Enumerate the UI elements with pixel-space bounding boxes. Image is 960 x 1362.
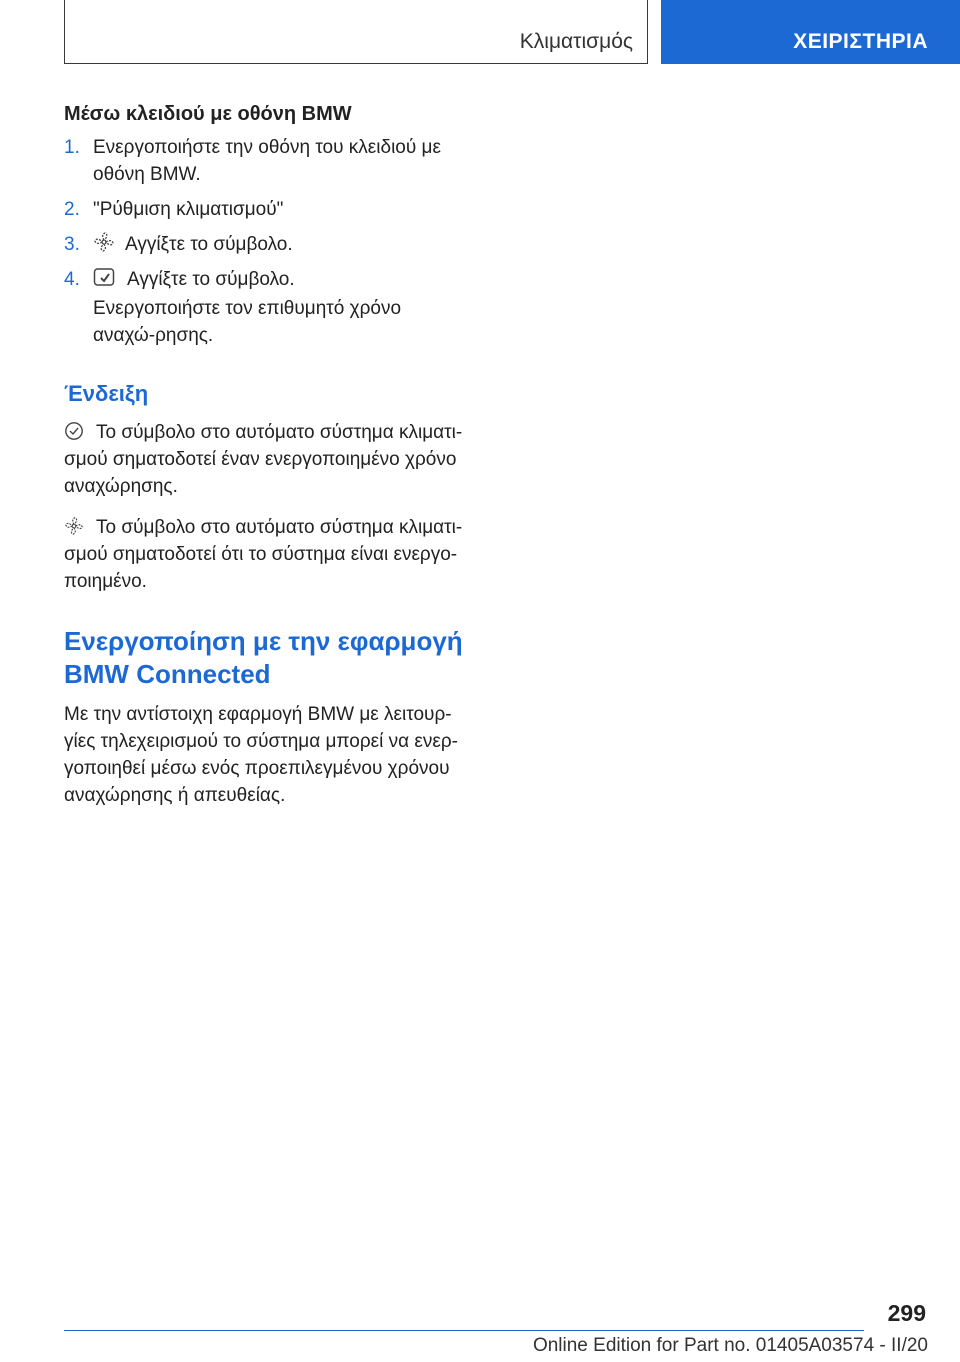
instructions-subheading: Μέσω κλειδιού με οθόνη BMW — [64, 103, 352, 125]
step-number: 2. — [64, 199, 80, 220]
note-text: Το σύμβολο στο αυτόματο σύστημα κλιματι-σμού σηματοδοτεί έναν ενεργοποιημένο χρόνο αναχώρησης. — [64, 422, 463, 497]
step-text: Αγγίξτε το σύμβολο. — [125, 234, 293, 255]
step-text: Ενεργοποιήστε την οθόνη του κλειδιού με οθόνη BMW. — [93, 137, 441, 185]
step-item — [64, 231, 468, 258]
step-number: 3. — [64, 234, 80, 255]
step-item — [64, 134, 468, 188]
fan-icon — [64, 516, 84, 536]
content-column — [64, 100, 468, 809]
step-extra-text: Ενεργοποιήστε τον επιθυμητό χρόνο αναχώ-ρησης. — [93, 298, 402, 346]
timer-icon — [64, 421, 84, 441]
page-header — [0, 0, 960, 66]
step-number: 4. — [64, 269, 80, 290]
step-text: "Ρύθμιση κλιματισμού" — [93, 199, 284, 220]
step-item — [64, 266, 468, 349]
chapter-tab — [661, 0, 960, 64]
page-number: 299 — [887, 1300, 926, 1326]
note-heading: Ένδειξη — [64, 381, 149, 406]
step-text: Αγγίξτε το σύμβολο. — [127, 269, 295, 290]
section-heading: Ενεργοποίηση με την εφαρμογή BMW Connected — [64, 626, 463, 689]
section-body: Με την αντίστοιχη εφαρμογή BMW με λειτουρ-γίες τηλεχειρισμού το σύστημα μπορεί να ενερ-γοποιηθεί μέσω ενός προεπιλεγμένου χρόνου αναχώρησης ή απευθείας. — [64, 704, 458, 806]
footer-divider — [64, 1330, 864, 1331]
fan-icon — [93, 231, 115, 253]
step-item — [64, 196, 468, 223]
note-paragraph — [64, 514, 468, 595]
note-text: Το σύμβολο στο αυτόματο σύστημα κλιματι-σμού σηματοδοτεί ότι το σύστημα είναι ενεργο-ποιημένο. — [64, 517, 463, 592]
footer-edition: Online Edition for Part no. 01405A03574 - II/20 — [532, 1335, 928, 1356]
note-paragraph — [64, 419, 468, 500]
section-title: Κλιματισμός — [519, 30, 633, 53]
chapter-title: ΧΕΙΡΙΣΤΗΡΙΑ — [793, 30, 928, 53]
step-number: 1. — [64, 137, 80, 158]
section-tab — [64, 0, 648, 64]
instruction-steps — [64, 134, 468, 349]
clock-check-icon — [93, 266, 117, 288]
